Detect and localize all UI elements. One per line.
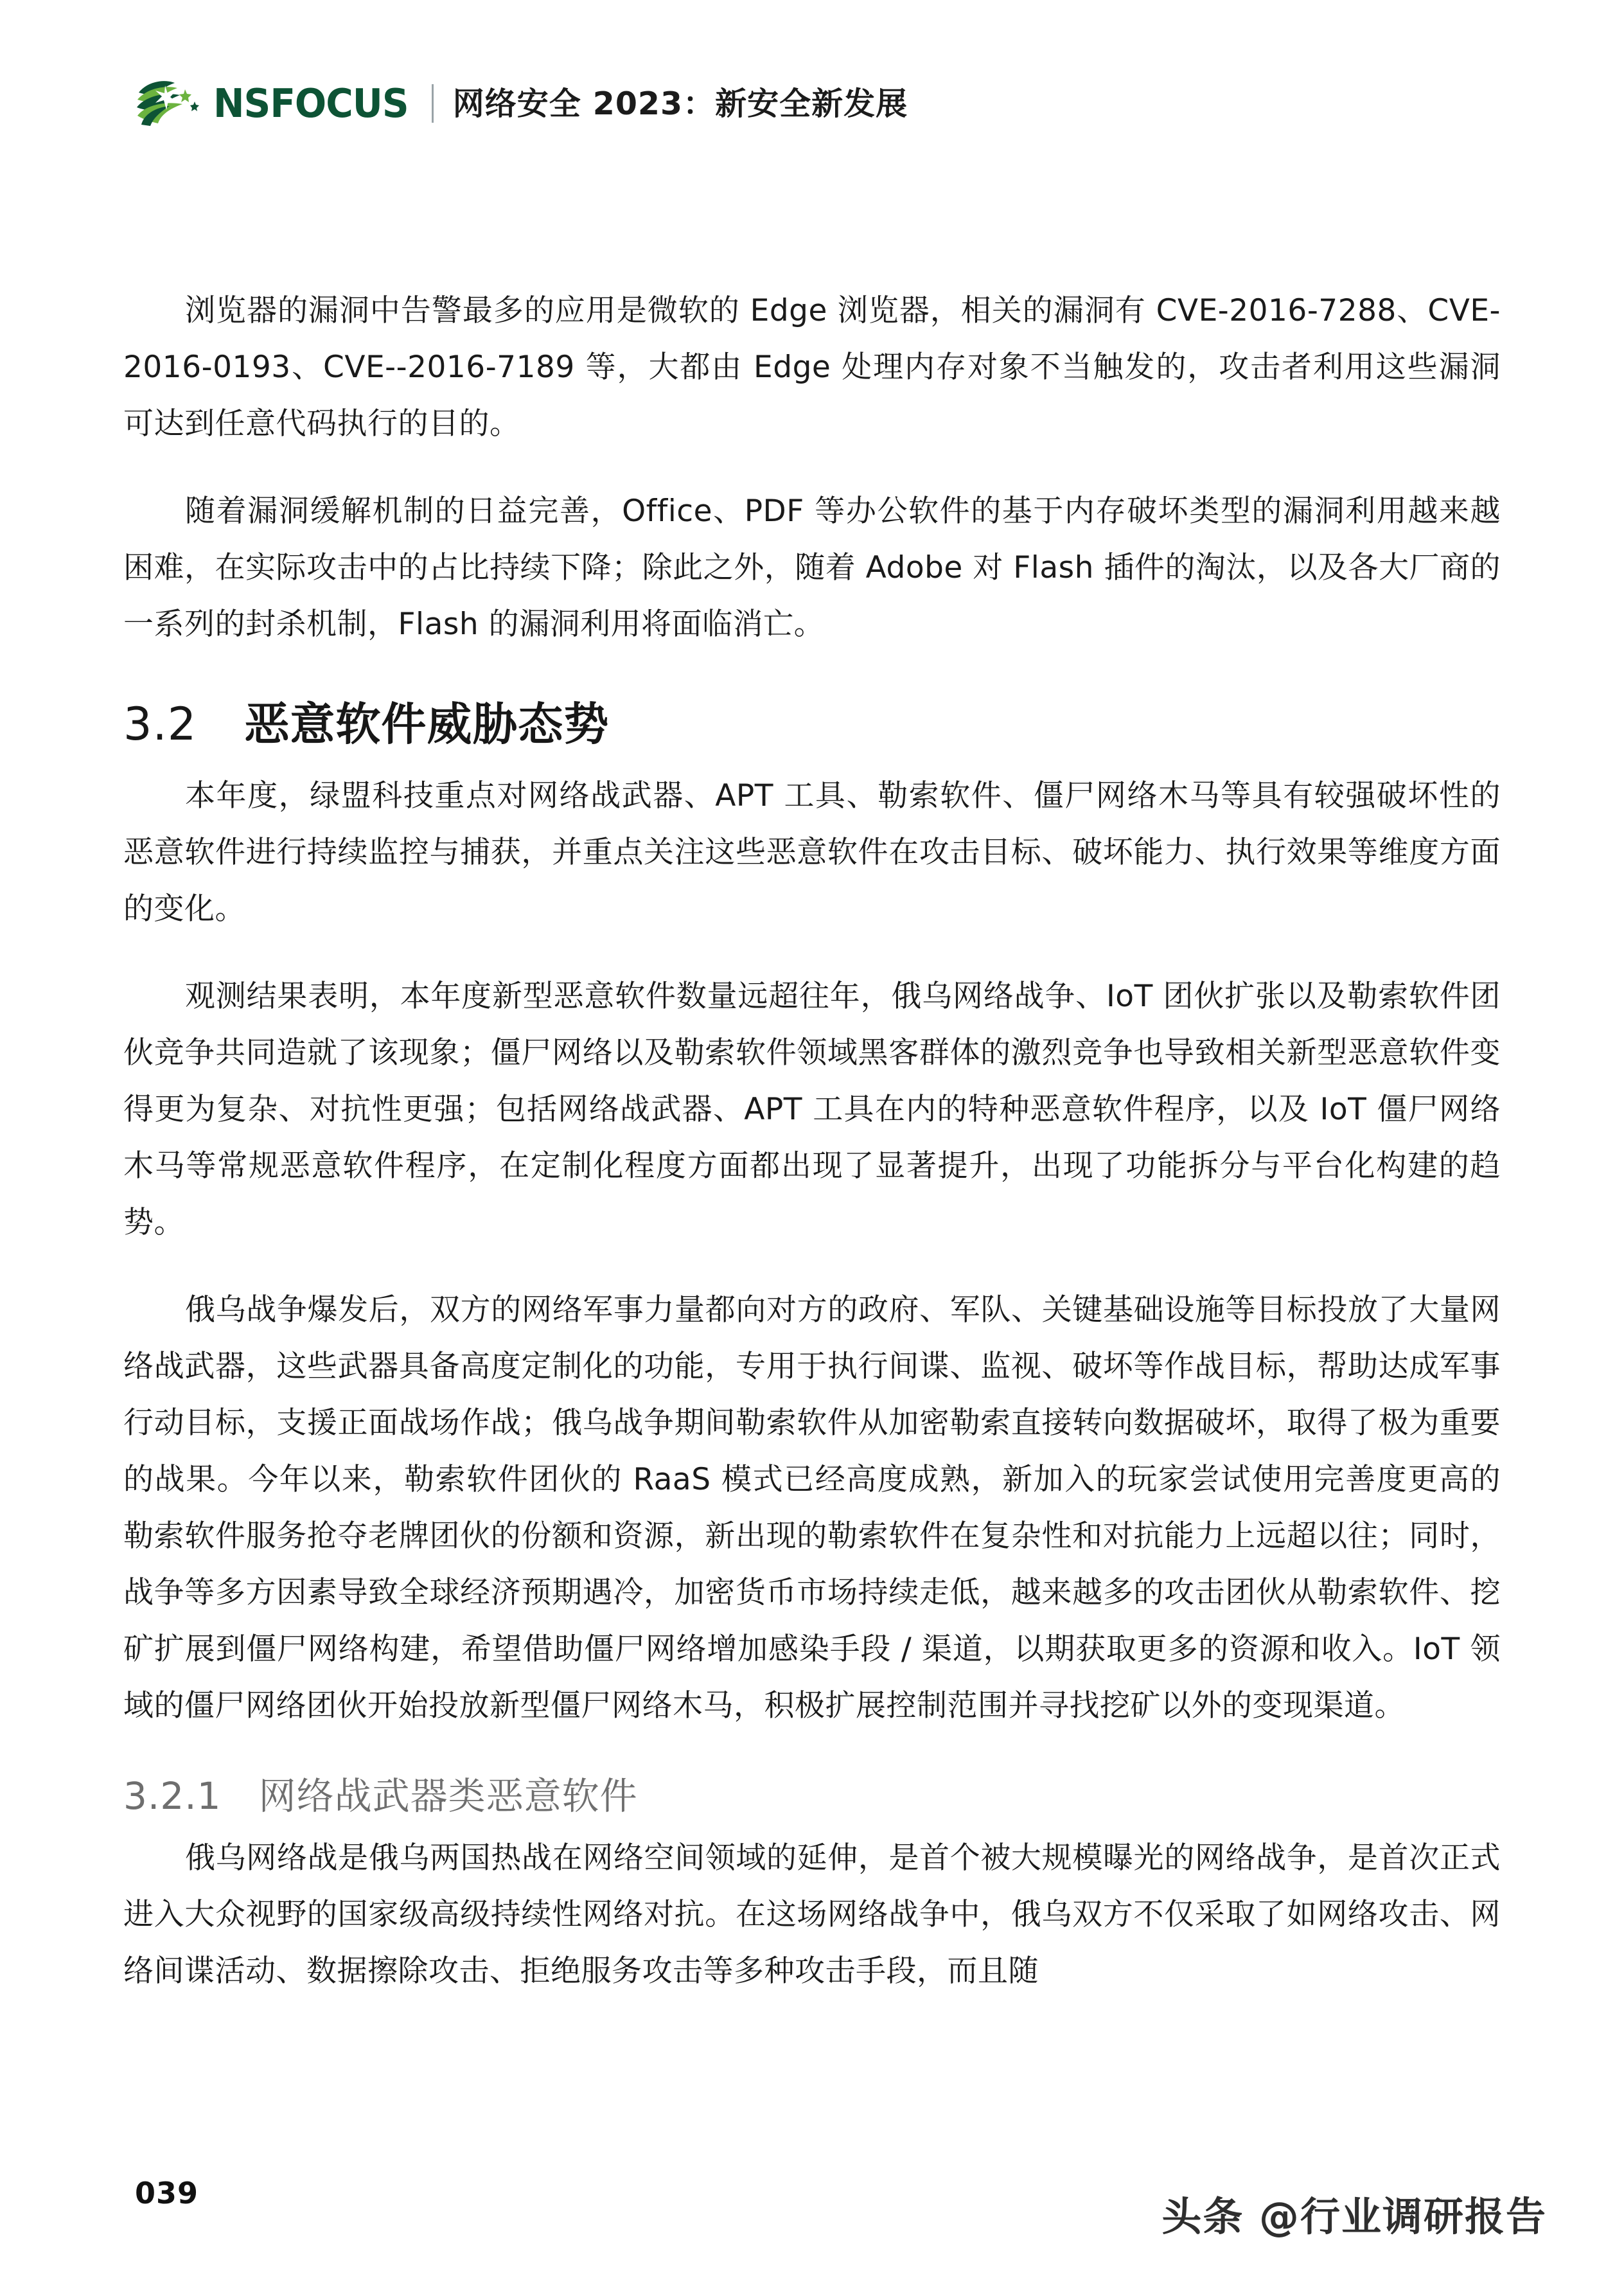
nsfocus-flag-icon <box>134 80 211 127</box>
paragraph-browser-vulnerabilities: 浏览器的漏洞中告警最多的应用是微软的 Edge 浏览器，相关的漏洞有 CVE-2016-7288、CVE-2016-0193、CVE--2016-7189 等，大都由 Edge 处理内存对象不当触发的，攻击者利用这些漏洞可达到任意代码执行的目的。 <box>123 293 1501 441</box>
nsfocus-logo <box>134 76 409 131</box>
report-title: 网络安全 2023：新安全新发展 <box>452 85 908 122</box>
watermark: 头条 @行业调研报告 <box>1161 2193 1547 2240</box>
page-header <box>134 76 908 131</box>
section-heading-3-2-title: 恶意软件威胁态势 <box>244 698 610 751</box>
page-content <box>123 283 1501 2031</box>
paragraph-3-2-1-cyberwar: 俄乌网络战是俄乌两国热战在网络空间领域的延伸，是首个被大规模曝光的网络战争，是首次正式进入大众视野的国家级高级持续性网络对抗。在这场网络战争中，俄乌双方不仅采取了如网络攻击、网络间谍活动、数据擦除攻击、拒绝服务攻击等多种攻击手段，而且随 <box>123 1840 1501 1989</box>
paragraph-3-2-observation: 观测结果表明，本年度新型恶意软件数量远超往年，俄乌网络战争、IoT 团伙扩张以及勒索软件团伙竞争共同造就了该现象；僵尸网络以及勒索软件领域黑客群体的激烈竞争也导致相关新型恶意软件变得更为复杂、对抗性更强；包括网络战武器、APT 工具在内的特种恶意软件程序，以及 IoT 僵尸网络木马等常规恶意软件程序，在定制化程度方面都出现了显著提升，出现了功能拆分与平台化构建的趋势。 <box>123 978 1501 1240</box>
header-divider <box>432 84 434 123</box>
section-heading-3-2-1-title: 网络战武器类恶意软件 <box>258 1774 638 1818</box>
section-heading-3-2-number: 3.2 <box>123 698 197 751</box>
section-heading-3-2-1-number: 3.2.1 <box>123 1774 222 1818</box>
page-number: 039 <box>135 2176 199 2210</box>
section-heading-3-2 <box>123 698 1501 751</box>
nsfocus-wordmark: NSFOCUS <box>213 80 409 127</box>
paragraph-3-2-monitoring: 本年度，绿盟科技重点对网络战武器、APT 工具、勒索软件、僵尸网络木马等具有较强破坏性的恶意软件进行持续监控与捕获，并重点关注这些恶意软件在攻击目标、破坏能力、执行效果等维度方面的变化。 <box>123 778 1501 927</box>
paragraph-mitigation-flash: 随着漏洞缓解机制的日益完善，Office、PDF 等办公软件的基于内存破坏类型的漏洞利用越来越困难，在实际攻击中的占比持续下降；除此之外，随着 Adobe 对 Flash 插件的淘汰，以及各大厂商的一系列的封杀机制，Flash 的漏洞利用将面临消亡。 <box>123 493 1501 642</box>
paragraph-3-2-russia-ukraine: 俄乌战争爆发后，双方的网络军事力量都向对方的政府、军队、关键基础设施等目标投放了大量网络战武器，这些武器具备高度定制化的功能，专用于执行间谍、监视、破坏等作战目标，帮助达成军事行动目标，支援正面战场作战；俄乌战争期间勒索软件从加密勒索直接转向数据破坏，取得了极为重要的战果。今年以来，勒索软件团伙的 RaaS 模式已经高度成熟，新加入的玩家尝试使用完善度更高的勒索软件服务抢夺老牌团伙的份额和资源，新出现的勒索软件在复杂性和对抗能力上远超以往；同时，战争等多方因素导致全球经济预期遇冷，加密货币市场持续走低，越来越多的攻击团伙从勒索软件、挖矿扩展到僵尸网络构建，希望借助僵尸网络增加感染手段 / 渠道，以期获取更多的资源和收入。IoT 领域的僵尸网络团伙开始投放新型僵尸网络木马，积极扩展控制范围并寻找挖矿以外的变现渠道。 <box>123 1292 1501 1723</box>
section-heading-3-2-1 <box>123 1774 1501 1819</box>
